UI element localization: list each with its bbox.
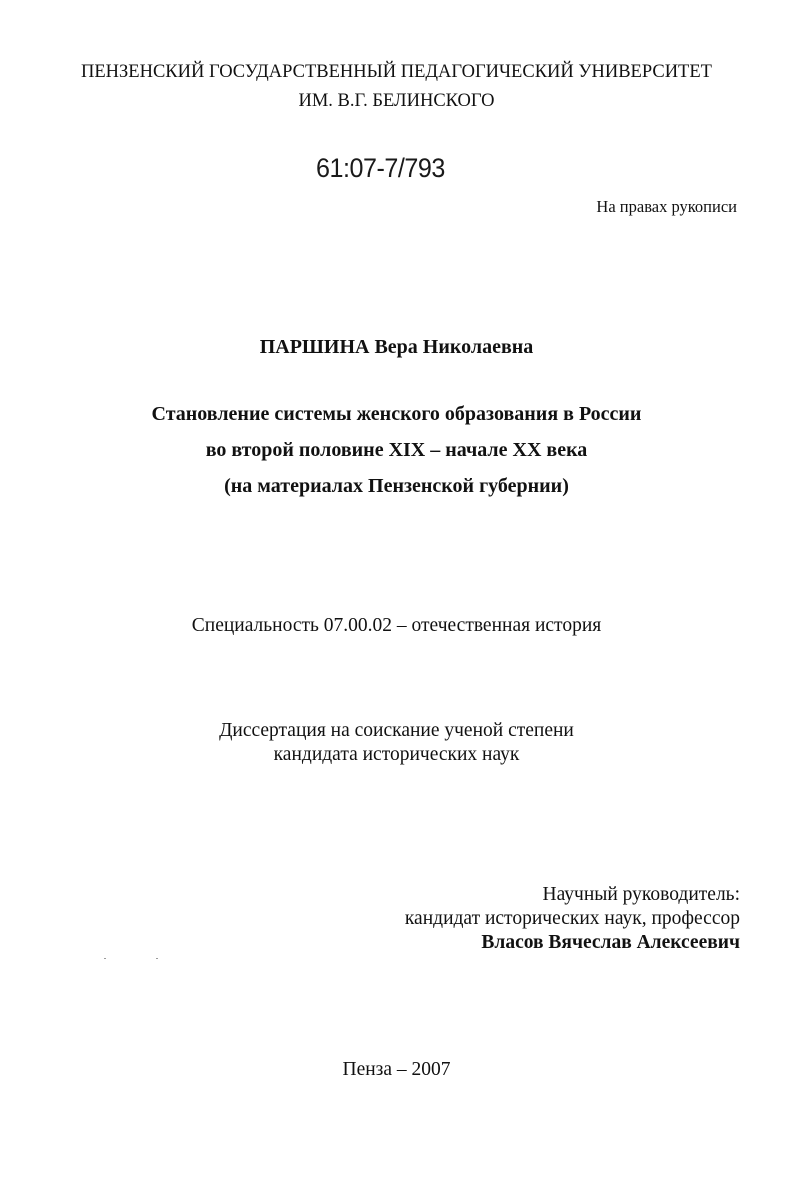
title-line-3: (на материалах Пензенской губернии) [224, 475, 569, 497]
specialty: Специальность 07.00.02 – отечественная история [191, 615, 602, 636]
place-year: Пенза – 2007 [342, 1059, 451, 1080]
title-line-1: Становление системы женского образования в России [151, 403, 642, 425]
catalog-code: 61:07-7/793 [316, 153, 445, 183]
supervisor-name: Власов Вячеслав Алексеевич [481, 932, 740, 953]
scan-specks [104, 958, 164, 961]
degree-line-2: кандидата исторических наук [273, 744, 520, 765]
degree-line-1: Диссертация на соискание ученой степени [219, 720, 574, 741]
rights-note: На правах рукописи [596, 197, 737, 216]
title-line-2: во второй половине XIX – начале XX века [205, 439, 588, 461]
university-name: ПЕНЗЕНСКИЙ ГОСУДАРСТВЕННЫЙ ПЕДАГОГИЧЕСКИЙ УНИВЕРСИТЕТ [81, 62, 712, 82]
supervisor-label: Научный руководитель: [542, 884, 740, 905]
supervisor-credentials: кандидат исторических наук, профессор [404, 908, 740, 929]
author-name: ПАРШИНА Вера Николаевна [259, 336, 534, 358]
university-named-after: ИМ. В.Г. БЕЛИНСКОГО [298, 91, 495, 111]
